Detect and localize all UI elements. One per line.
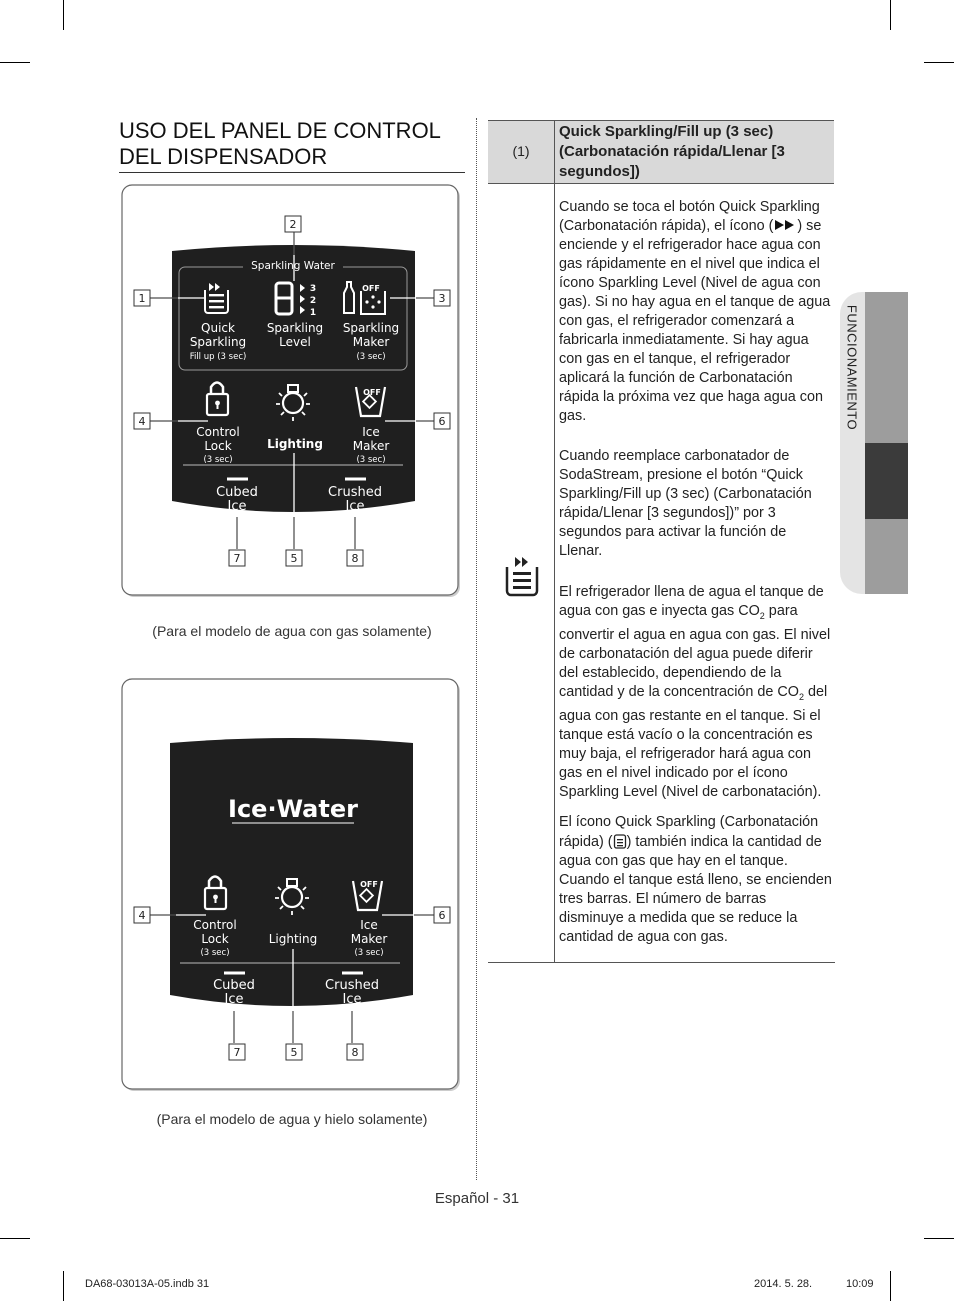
column-divider: [476, 118, 477, 1180]
subscript: 2: [759, 610, 765, 621]
crop-mark: [924, 1238, 954, 1239]
sparkling-control-panel: [120, 183, 465, 603]
callout-7: 7: [233, 1046, 241, 1059]
callout-6: 6: [438, 415, 446, 428]
button-label: Ice: [362, 425, 380, 439]
print-date: 2014. 5. 28.: [754, 1278, 813, 1290]
tab-segment: [865, 292, 908, 443]
page-number: Español - 31: [434, 1190, 520, 1207]
crop-mark: [63, 1271, 64, 1301]
level-digit-2: 2: [309, 296, 317, 306]
tab-segment-active: [865, 443, 908, 519]
crop-mark: [890, 1271, 891, 1301]
text-span: ) también indica la cantidad de agua con gas que hay en el tanque. Cuando el tanque está lleno, se encienden tres barras. El número de barras disminuye a medida que se reduce la cantidad de agua con gas.: [559, 834, 832, 945]
callout-6: 6: [438, 909, 446, 922]
button-label: Ice: [342, 992, 362, 1007]
button-sublabel: Fill up (3 sec): [189, 352, 247, 362]
fast-forward-icon: [773, 219, 797, 231]
button-label: Sparkling: [342, 321, 400, 335]
lighting-button[interactable]: [269, 932, 318, 946]
button-label: Control: [196, 425, 240, 439]
callout-2: 2: [289, 218, 297, 231]
callout-5: 5: [290, 552, 298, 565]
button-sublabel: (3 sec): [203, 455, 233, 465]
title-rule: [119, 172, 465, 173]
callout-8: 8: [351, 552, 359, 565]
button-label: Control: [193, 918, 237, 932]
button-label: Lock: [201, 932, 229, 946]
button-label: Ice: [227, 499, 247, 514]
page-title: USO DEL PANEL DE CONTROL DEL DISPENSADOR: [119, 118, 441, 169]
crop-mark: [0, 1238, 30, 1239]
off-label: OFF: [362, 284, 380, 293]
button-label: Crushed: [328, 485, 382, 500]
button-sublabel: (3 sec): [356, 455, 386, 465]
quick-sparkling-icon: [613, 832, 627, 849]
button-label: Maker: [352, 439, 390, 453]
tab-segment: [865, 519, 908, 594]
ice-water-control-panel: [120, 677, 465, 1097]
button-sublabel: (3 sec): [356, 352, 386, 362]
text-span: El ícono Quick Sparkling (Carbonatación rápida) (: [559, 814, 819, 850]
callout-3: 3: [438, 292, 446, 305]
callout-7: 7: [233, 552, 241, 565]
table-row-number: (1): [512, 143, 530, 159]
lighting-button[interactable]: [267, 437, 323, 451]
button-label: Ice: [360, 918, 378, 932]
text-span: El refrigerador llena de agua el tanque de agua con gas e inyecta gas CO: [559, 584, 824, 619]
button-label: Lighting: [268, 932, 318, 946]
button-sublabel: (3 sec): [354, 948, 384, 958]
button-sublabel: (3 sec): [200, 948, 230, 958]
subscript: 2: [799, 691, 805, 702]
callout-1: 1: [138, 292, 146, 305]
ice-water-logo: Ice·Water: [228, 795, 358, 823]
button-label: Cubed: [216, 485, 258, 500]
crop-mark: [924, 62, 954, 63]
button-label: Level: [279, 335, 311, 349]
button-label: Ice: [224, 992, 244, 1007]
quick-sparkling-icon: [504, 553, 540, 597]
text-span: Cuando se toca el botón Quick Sparkling (Carbonatación rápida), el ícono (: [559, 199, 820, 234]
callout-4: 4: [138, 415, 146, 428]
crop-mark: [890, 0, 891, 30]
callout-5: 5: [290, 1046, 298, 1059]
paragraph-2: [559, 447, 833, 561]
text-span: del agua con gas restante en el tanque. Si el tanque está vacío o la concentración es muy baja, el refrigerador hará agua con gas en el nivel indicado por el ícono Sparkling Level (Nivel de carbonatación).: [559, 683, 828, 800]
callout-8: 8: [351, 1046, 359, 1059]
button-label: Sparkling: [266, 321, 324, 335]
table-heading: Quick Sparkling/Fill up (3 sec) (Carbonatación rápida/Llenar [3 segundos]): [559, 123, 785, 180]
section-tab-label: FUNCIONAMIENTO: [844, 304, 860, 431]
button-label: Maker: [350, 932, 388, 946]
print-time: 10:09: [846, 1278, 874, 1290]
button-label: Maker: [352, 335, 390, 349]
text-span: para convertir el agua en agua con gas. El nivel de carbonatación del agua puede diferir del establecido, dependiendo de la cantidad y de la concentración de CO: [559, 603, 831, 700]
crop-mark: [0, 62, 30, 63]
crop-mark: [63, 0, 64, 30]
button-label: Quick: [201, 321, 235, 335]
level-digit-1: 1: [309, 308, 317, 318]
paragraph-4: [559, 813, 833, 947]
text-span: ) se enciende y el refrigerador hace agua con gas rápidamente en el nivel que indica el ícono Sparkling Level (Nivel de agua con gas). Si no hay agua en el tanque de agua con gas, el refrigerador comenzará a fabricarla inmediatamente. Si hay agua con gas en el tanque, el refrigerador aplicará la función de Carbonatación rápida la próxima vez que haga agua con gas.: [559, 218, 831, 424]
button-label: Lock: [204, 439, 232, 453]
button-label: Crushed: [325, 978, 379, 993]
sparkling-water-label: Sparkling Water: [251, 260, 335, 272]
panel1-caption: (Para el modelo de agua con gas solamente): [152, 623, 432, 639]
print-file-info: DA68-03013A-05.indb 31: [85, 1278, 210, 1290]
text-span: Cuando reemplace carbonatador de SodaStream, presione el botón “Quick Sparkling/Fill up (3 sec) (Carbonatación rápida/Llenar [3 segundos])” por 3 segundos para activar la función de Llenar.: [559, 448, 812, 559]
table-bottom-rule: [488, 962, 835, 963]
button-label: Ice: [345, 499, 365, 514]
off-label: OFF: [363, 388, 381, 397]
button-label: Cubed: [213, 978, 255, 993]
callout-4: 4: [138, 909, 146, 922]
level-digit-3: 3: [309, 284, 317, 294]
off-label: OFF: [360, 880, 378, 889]
paragraph-3: [559, 583, 833, 802]
button-label: Lighting: [267, 437, 323, 451]
table-column-rule: [554, 120, 555, 963]
button-label: Sparkling: [189, 335, 247, 349]
panel2-caption: (Para el modelo de agua y hielo solamente): [156, 1111, 428, 1127]
paragraph-1: [559, 198, 833, 426]
